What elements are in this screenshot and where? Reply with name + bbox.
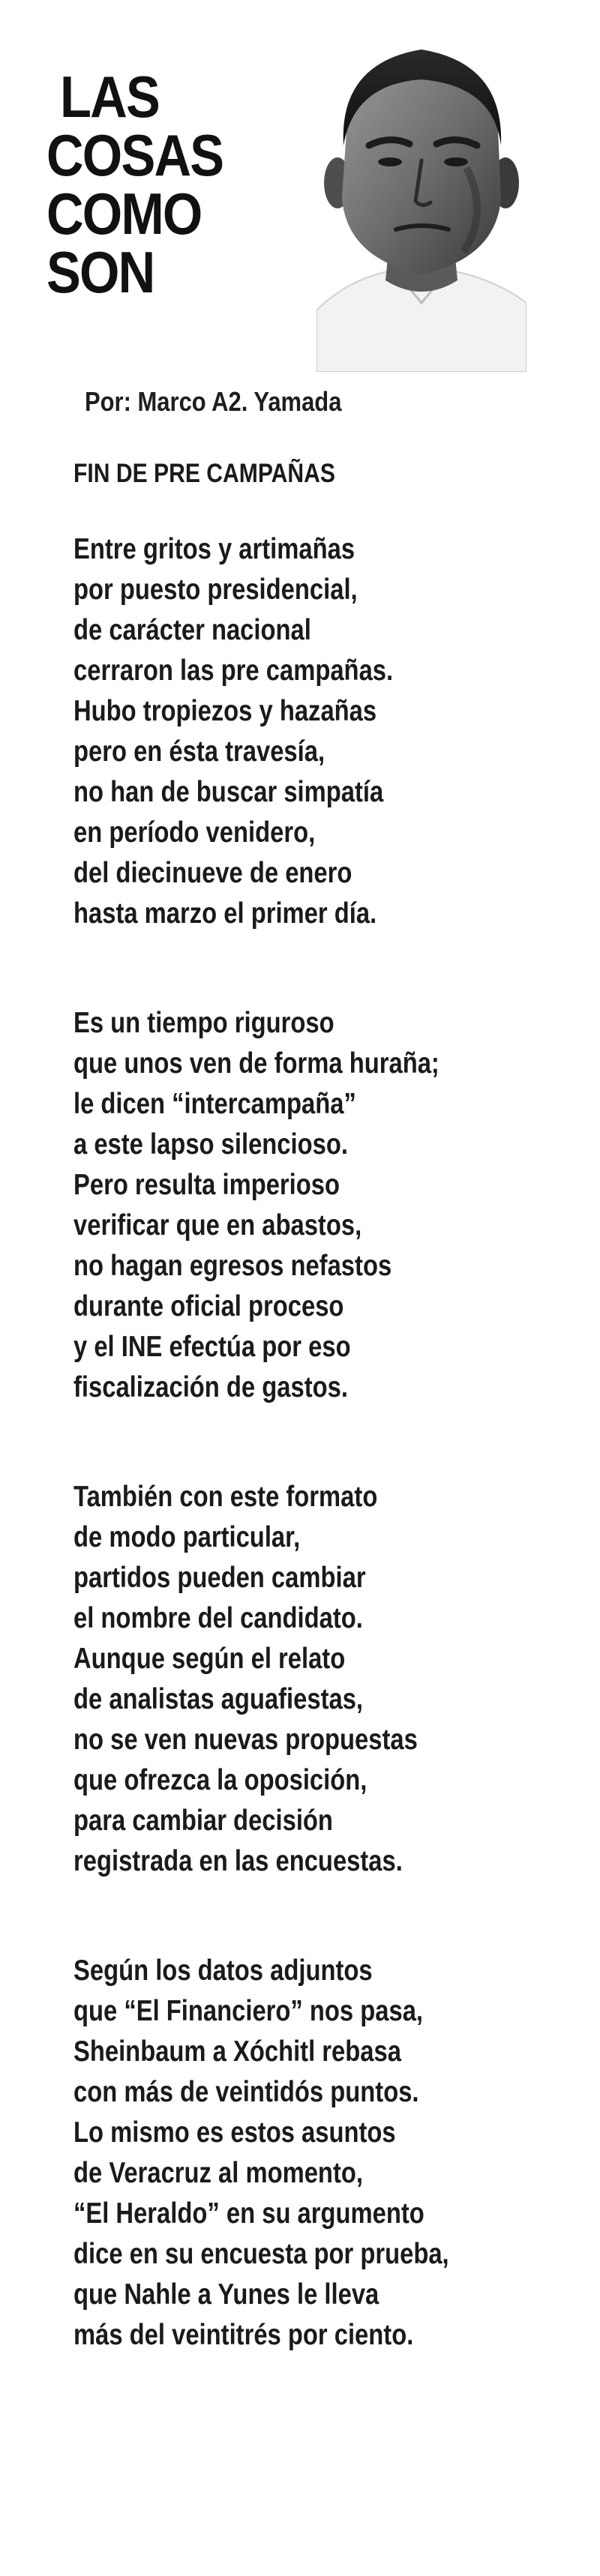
verse-line: fiscalización de gastos. [74, 1371, 348, 1403]
verse-line: con más de veintidós puntos. [74, 2076, 419, 2108]
verse-line: registrada en las encuestas. [74, 1845, 403, 1877]
verse-line: de Veracruz al momento, [74, 2157, 363, 2189]
column-title-line: COMO [46, 181, 202, 247]
verse-line: dice en su encuesta por prueba, [74, 2238, 449, 2270]
verse-line: Entre gritos y artimañas [74, 533, 356, 565]
poem-stanza [74, 1951, 584, 2356]
verse-line: Hubo tropiezos y hazañas [74, 695, 377, 727]
verse-line: Según los datos adjuntos [74, 1954, 373, 1987]
verse-line: de modo particular, [74, 1521, 301, 1553]
verse-line: Es un tiempo riguroso [74, 1007, 334, 1039]
column-title-line: COSAS [46, 122, 224, 188]
verse-line: durante oficial proceso [74, 1290, 344, 1322]
verse-line: cerraron las pre campañas. [74, 654, 394, 687]
column-masthead [0, 0, 600, 375]
column-title [46, 64, 247, 305]
poem [74, 457, 584, 2425]
verse-line: Aunque según el relato [74, 1643, 346, 1675]
verse-line: que Nahle a Yunes le lleva [74, 2278, 380, 2311]
verse-line: Sheinbaum a Xóchitl rebasa [74, 2035, 401, 2068]
verse-line: que “El Financiero” nos pasa, [74, 1995, 424, 2027]
verse-line: También con este formato [74, 1481, 378, 1513]
verse-line: no hagan egresos nefastos [74, 1250, 392, 1282]
verse-line: que unos ven de forma huraña; [74, 1047, 440, 1080]
author-byline: Por: Marco A2. Yamada [85, 386, 342, 417]
column-title-line: LAS [60, 64, 159, 130]
column-title-line: SON [46, 239, 154, 305]
verse-line: pero en ésta travesía, [74, 735, 326, 768]
verse-line: hasta marzo el primer día. [74, 897, 377, 930]
verse-line: “El Heraldo” en su argumento [74, 2197, 424, 2230]
poem-stanza [74, 1003, 584, 1408]
verse-line: verificar que en abastos, [74, 1209, 362, 1242]
verse-line: de analistas aguafiestas, [74, 1683, 364, 1715]
verse-line: a este lapso silencioso. [74, 1128, 348, 1161]
verse-line: le dicen “intercampaña” [74, 1088, 356, 1120]
verse-line: para cambiar decisión [74, 1805, 333, 1837]
verse-line: no se ven nuevas propuestas [74, 1724, 418, 1756]
verse-line: del diecinueve de enero [74, 857, 352, 889]
verse-line: el nombre del candidato. [74, 1602, 363, 1634]
verse-line: más del veintitrés por ciento. [74, 2319, 414, 2351]
poem-title: FIN DE PRE CAMPAÑAS [74, 459, 335, 488]
verse-line: partidos pueden cambiar [74, 1562, 366, 1594]
verse-line: por puesto presidencial, [74, 574, 358, 606]
poem-stanza [74, 1477, 584, 1882]
verse-line: no han de buscar simpatía [74, 776, 384, 808]
verse-line: de carácter nacional [74, 614, 311, 646]
verse-line: en período venidero, [74, 816, 316, 849]
author-portrait [316, 33, 526, 372]
verse-line: Lo mismo es estos asuntos [74, 2116, 396, 2149]
verse-line: y el INE efectúa por eso [74, 1331, 351, 1363]
verse-line: que ofrezca la oposición, [74, 1764, 368, 1796]
author-portrait-illustration [316, 33, 526, 372]
verse-line: Pero resulta imperioso [74, 1169, 340, 1201]
poem-stanza [74, 529, 584, 934]
